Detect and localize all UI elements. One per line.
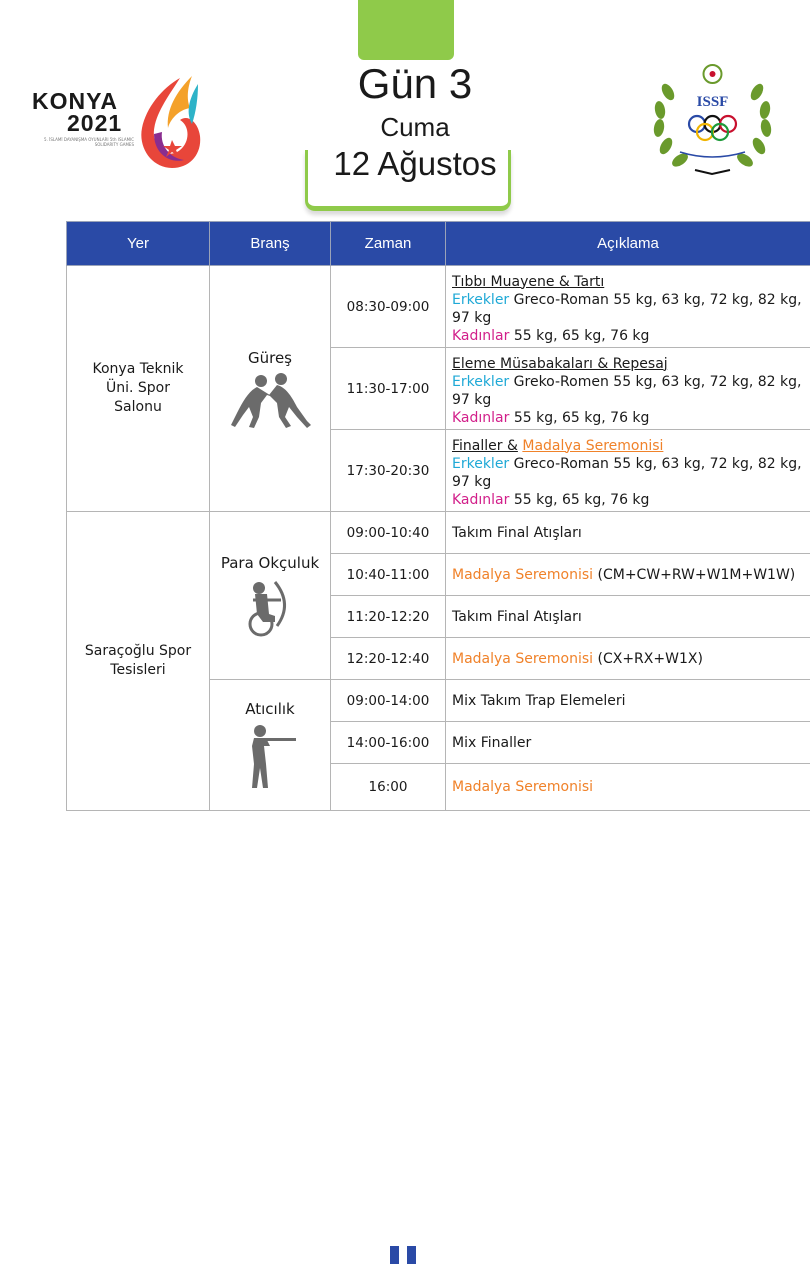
time-cell: 10:40-11:00 xyxy=(331,554,446,596)
issf-logo-name: ISSF xyxy=(696,94,729,110)
konya-flame-icon xyxy=(132,74,204,170)
men-categories: Greco-Roman 55 kg, 63 kg, 72 kg, 82 kg, 97 kg xyxy=(452,455,802,490)
men-label: Erkekler xyxy=(452,373,510,390)
row-title-finals: Finaller & xyxy=(452,437,518,454)
schedule-table xyxy=(66,221,810,811)
konya-logo-line2: 2021 xyxy=(67,110,123,136)
venue-cell xyxy=(67,266,210,512)
time-cell: 09:00-10:40 xyxy=(331,512,446,554)
men-categories: Greco-Roman 55 kg, 63 kg, 72 kg, 82 kg, 97 kg xyxy=(452,291,802,326)
description-cell xyxy=(446,430,810,512)
column-header-yer: Yer xyxy=(67,222,210,266)
column-header-zaman: Zaman xyxy=(331,222,446,266)
shooting-icon xyxy=(244,724,296,790)
konya-logo-subtitle: 5. İSLAMİ DAYANIŞMA OYUNLARI 5th ISLAMIC SOLIDARITY GAMES xyxy=(44,137,134,147)
row-title: Eleme Müsabakaları & Repesaj xyxy=(452,355,668,372)
description-cell: Takım Final Atışları xyxy=(446,512,810,554)
ceremony-label: Madalya Seremonisi xyxy=(452,779,594,795)
header-green-tab xyxy=(358,0,454,60)
description-cell: Mix Finaller xyxy=(446,722,810,764)
para-archery-icon xyxy=(245,578,295,638)
row-title: Tıbbı Muayene & Tartı xyxy=(452,273,605,290)
issf-logo xyxy=(650,62,775,180)
venue-name: Saraçoğlu Spor Tesisleri xyxy=(84,643,192,678)
women-label: Kadınlar xyxy=(452,491,510,508)
description-cell xyxy=(446,764,810,811)
time-cell: 12:20-12:40 xyxy=(331,638,446,680)
time-cell: 08:30-09:00 xyxy=(331,266,446,348)
women-line xyxy=(452,409,804,427)
sport-cell xyxy=(210,512,331,680)
venue-cell xyxy=(67,512,210,811)
women-line xyxy=(452,327,804,345)
time-cell: 16:00 xyxy=(331,764,446,811)
men-line xyxy=(452,455,804,491)
women-categories: 55 kg, 65 kg, 76 kg xyxy=(513,491,650,508)
ceremony-label: Madalya Seremonisi xyxy=(452,650,594,667)
column-header-aciklama: Açıklama xyxy=(446,222,810,266)
ceremony-label: Madalya Seremonisi xyxy=(452,566,594,583)
description-cell: Takım Final Atışları xyxy=(446,596,810,638)
ceremony-categories: (CM+CW+RW+W1M+W1W) xyxy=(597,566,796,583)
venue-name: Konya Teknik Üni. Spor Salonu xyxy=(92,361,184,415)
sport-cell xyxy=(210,680,331,811)
page-title-day: Gün 3 xyxy=(357,60,473,107)
women-label: Kadınlar xyxy=(452,409,510,426)
description-cell xyxy=(446,348,810,430)
men-label: Erkekler xyxy=(452,455,510,472)
description-cell xyxy=(446,266,810,348)
sport-name: Para Okçuluk xyxy=(220,553,320,572)
table-row xyxy=(67,266,810,348)
wrestling-icon xyxy=(227,373,313,429)
ceremony-categories: (CX+RX+W1X) xyxy=(597,650,703,667)
konya-logo-line1: KONYA xyxy=(32,88,118,114)
page-title-weekday: Cuma xyxy=(380,112,450,142)
women-categories: 55 kg, 65 kg, 76 kg xyxy=(513,409,650,426)
time-cell: 11:30-17:00 xyxy=(331,348,446,430)
sport-name: Güreş xyxy=(247,348,292,367)
sport-cell xyxy=(210,266,331,512)
men-line xyxy=(452,291,804,327)
sport-name: Atıcılık xyxy=(245,700,295,718)
table-header-row xyxy=(67,222,810,266)
time-cell: 09:00-14:00 xyxy=(331,680,446,722)
women-line xyxy=(452,491,804,509)
women-categories: 55 kg, 65 kg, 76 kg xyxy=(513,327,650,344)
column-header-brans: Branş xyxy=(210,222,331,266)
row-title-ceremony: Madalya Seremonisi xyxy=(522,437,664,454)
time-cell: 11:20-12:20 xyxy=(331,596,446,638)
page-marker xyxy=(390,1246,418,1264)
time-cell: 14:00-16:00 xyxy=(331,722,446,764)
time-cell: 17:30-20:30 xyxy=(331,430,446,512)
konya-2021-logo xyxy=(30,70,205,170)
table-row xyxy=(67,512,810,554)
page-title-date: 12 Ağustos xyxy=(333,145,497,182)
men-line xyxy=(452,373,804,409)
description-cell: Mix Takım Trap Elemeleri xyxy=(446,680,810,722)
women-label: Kadınlar xyxy=(452,327,510,344)
description-cell xyxy=(446,554,810,596)
description-cell xyxy=(446,638,810,680)
row-title xyxy=(452,437,804,455)
men-categories: Greko-Romen 55 kg, 63 kg, 72 kg, 82 kg, 97 kg xyxy=(452,373,802,408)
men-label: Erkekler xyxy=(452,291,510,308)
